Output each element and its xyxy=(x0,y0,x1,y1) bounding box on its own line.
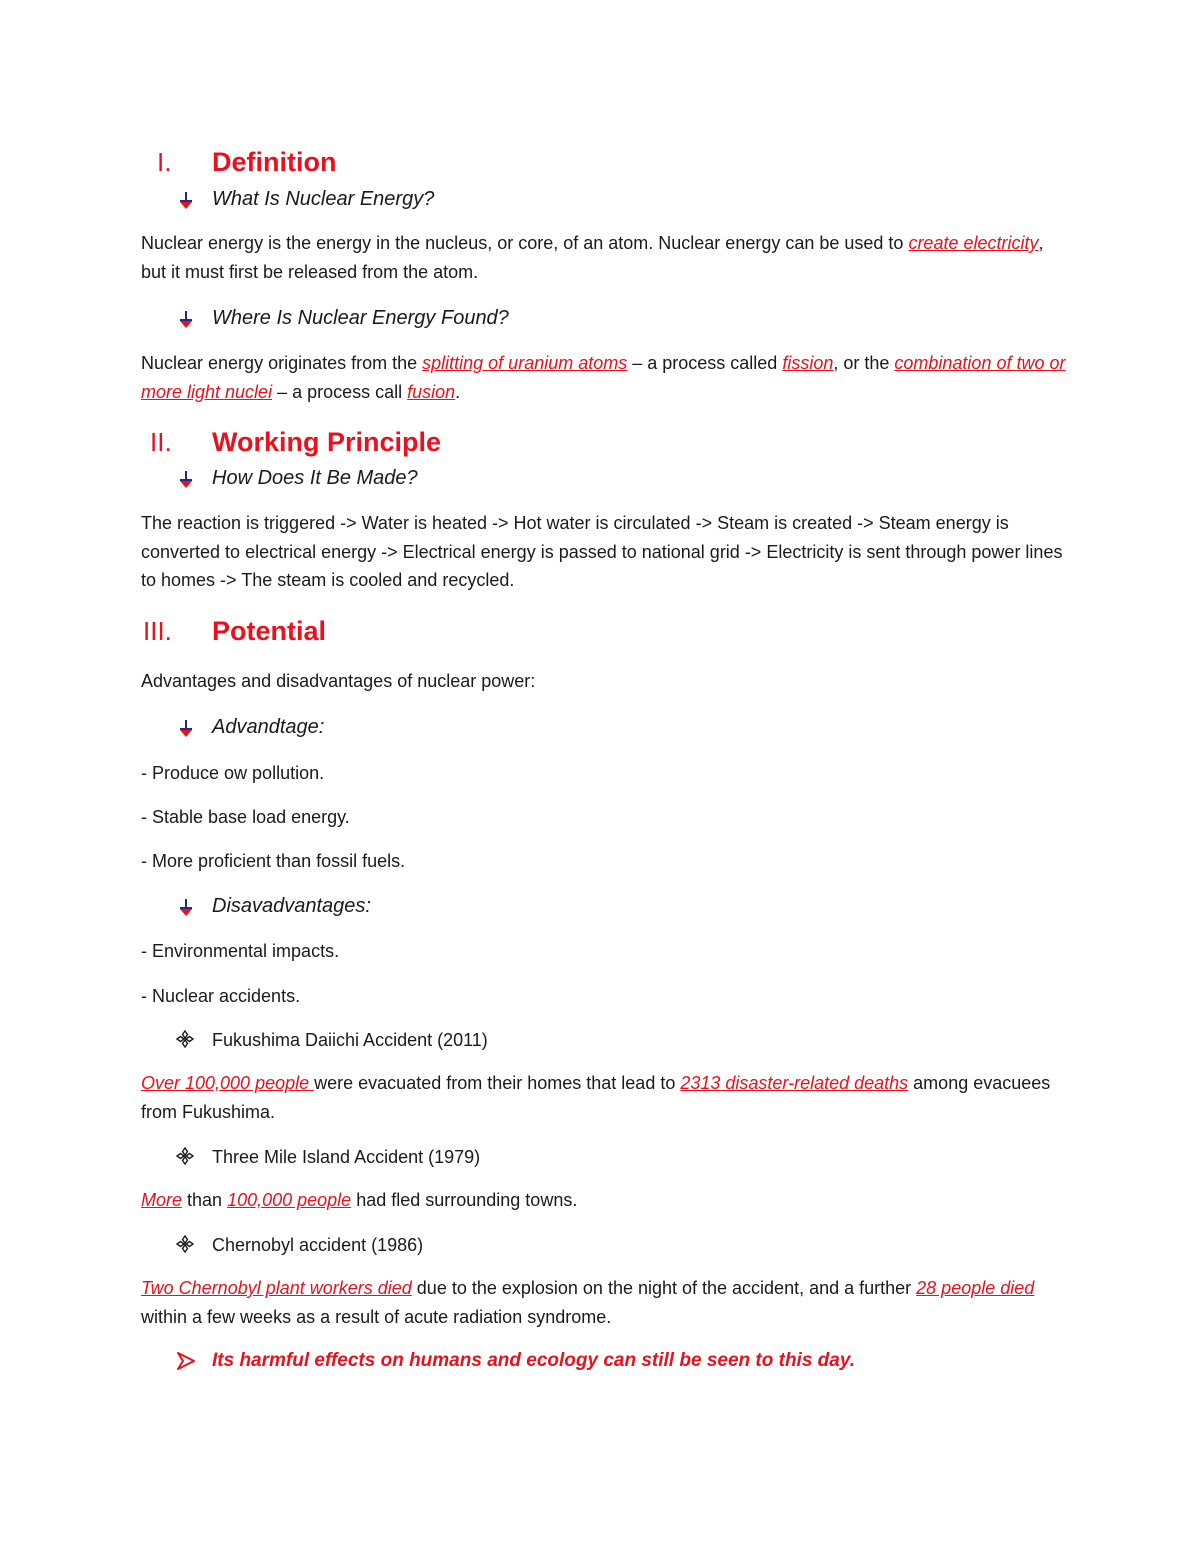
text-run: – a process call xyxy=(272,381,408,402)
section-number: I. xyxy=(157,147,172,177)
section-heading-working-principle: Working Principle xyxy=(212,427,442,457)
highlight-fission: fission xyxy=(782,353,834,373)
paragraph-definition xyxy=(141,229,1071,286)
text-run: Nuclear energy is the energy in the nucleus, or core, of an atom. Nuclear energy can be used to xyxy=(141,233,909,253)
highlight-28-people-died: 28 people died xyxy=(916,1278,1035,1298)
paragraph-fukushima xyxy=(141,1069,1071,1126)
text-run: due to the explosion on the night of the accident, and a further xyxy=(411,1278,917,1298)
highlight-fusion: fusion xyxy=(407,381,456,402)
paragraph-found xyxy=(141,349,1071,406)
conclusion-text: Its harmful effects on humans and ecology can still be seen to this day. xyxy=(212,1350,855,1371)
arrow-down-bullet-icon xyxy=(178,471,194,489)
text-run: within a few weeks as a result of acute radiation syndrome. xyxy=(141,1306,612,1327)
highlight-two-workers-died: Two Chernobyl plant workers died xyxy=(141,1278,412,1298)
text-run: among evacuees from Fukushima. xyxy=(141,1073,1051,1122)
subheading-disadvantages: Disavadvantages: xyxy=(212,895,371,917)
disadvantage-item: - Nuclear accidents. xyxy=(141,986,301,1006)
text-run: – a process called xyxy=(627,353,783,373)
text-run: , but it must first be released from the atom. xyxy=(141,233,1044,282)
arrow-down-bullet-icon xyxy=(178,311,194,329)
subheading-advantage: Advandtage: xyxy=(212,716,325,738)
highlight-more: More xyxy=(141,1190,183,1210)
subheading-what-is: What Is Nuclear Energy? xyxy=(212,188,435,210)
four-diamond-bullet-icon xyxy=(176,1030,194,1048)
advantage-item: - Stable base load energy. xyxy=(141,807,350,827)
four-diamond-bullet-icon xyxy=(176,1147,194,1165)
text-run: Nuclear energy originates from the xyxy=(141,353,423,373)
highlight-combination: combination of two or more light nuclei xyxy=(141,353,1066,402)
highlight-create-electricity: create electricity xyxy=(908,233,1039,253)
arrowhead-bullet-icon xyxy=(176,1351,196,1371)
accident-title-chernobyl: Chernobyl accident (1986) xyxy=(212,1235,424,1255)
section-heading-definition: Definition xyxy=(212,147,337,177)
section-number: II. xyxy=(150,427,172,457)
text-run: , or the xyxy=(833,353,895,373)
accident-title-three-mile-island: Three Mile Island Accident (1979) xyxy=(212,1147,481,1167)
highlight-over-100000: Over 100,000 people xyxy=(141,1073,315,1093)
arrow-down-bullet-icon xyxy=(178,192,194,210)
section-heading-potential: Potential xyxy=(212,616,327,646)
subheading-how-made: How Does It Be Made? xyxy=(212,467,418,489)
highlight-100000-people: 100,000 people xyxy=(227,1190,352,1210)
paragraph-working-principle: The reaction is triggered -> Water is heated -> Hot water is circulated -> Steam is created -> Steam energy is converted to electrical energy -> Electrical energy is passed to national grid -> Electricity is sent through power lines to homes -> The steam is cooled and recycled. xyxy=(141,513,1063,590)
arrow-down-bullet-icon xyxy=(178,720,194,738)
highlight-2313-deaths: 2313 disaster-related deaths xyxy=(680,1073,909,1093)
subheading-where-found: Where Is Nuclear Energy Found? xyxy=(212,307,509,329)
disadvantage-item: - Environmental impacts. xyxy=(141,941,340,961)
section-number: III. xyxy=(143,616,172,646)
text-run: had fled surrounding towns. xyxy=(351,1190,578,1210)
paragraph-three-mile-island xyxy=(141,1186,1071,1215)
paragraph-chernobyl xyxy=(141,1274,1071,1331)
advantage-item: - More proficient than fossil fuels. xyxy=(141,851,406,871)
intro-text: Advantages and disadvantages of nuclear power: xyxy=(141,671,536,691)
highlight-splitting: splitting of uranium atoms xyxy=(422,353,628,373)
text-run: than xyxy=(182,1190,228,1210)
advantage-item: - Produce ow pollution. xyxy=(141,763,325,783)
arrow-down-bullet-icon xyxy=(178,899,194,917)
text-run: . xyxy=(455,381,461,402)
accident-title-fukushima: Fukushima Daiichi Accident (2011) xyxy=(212,1030,488,1050)
text-run: were evacuated from their homes that lead to xyxy=(314,1073,681,1093)
four-diamond-bullet-icon xyxy=(176,1235,194,1253)
